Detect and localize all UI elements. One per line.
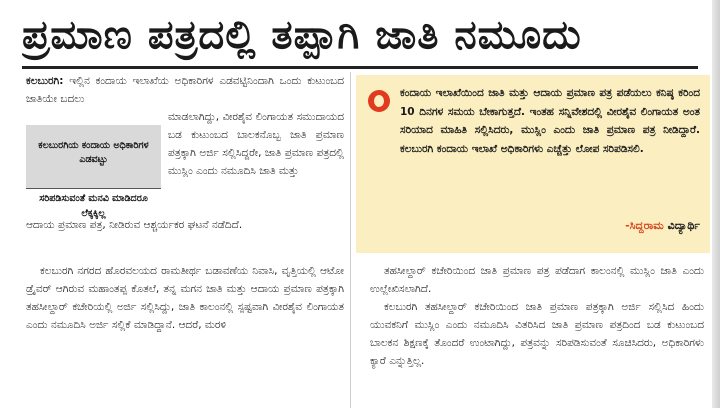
body-text: ಮಾಡಲಾಗಿದ್ದು, ವೀರಶೈವ ಲಿಂಗಾಯತ ಸಮುದಾಯದ ಬಡ ಕುಟುಂಬದ ಬಾಲಕನೊಬ್ಬ ಜಾತಿ ಪ್ರಮಾಣ ಪತ್ರಕ್ಕಾಗಿ ಅರ್ಜಿ ಸಲ್ಲಿಸಿದ್ದರೇ, ಜಾತಿ ಪ್ರಮಾಣ ಪತ್ರದಲ್ಲಿ ಮುಸ್ಲಿಂ ಎಂದು ನಮೂದಿಸಿ ಜಾತಿ ಮತ್ತು [168, 111, 344, 177]
quote-text: ಕಂದಾಯ ಇಲಾಖೆಯಿಂದ ಜಾತಿ ಮತ್ತು ಆದಾಯ ಪ್ರಮಾಣ ಪತ್ರ ಪಡೆಯಲು ಕನಿಷ್ಠ ಕರಿಂದ 10 ದಿನಗಳ ಸಮಯ ಬೇಕಾಗುತ್ತದೆ. ಇಂತಹ ಸನ್ನಿವೇಶದಲ್ಲಿ ವೀರಶೈವ ಲಿಂಗಾಯತ ಅಂತ ಸರಿಯಾದ ಮಾಹಿತಿ ಸಲ್ಲಿಸಿದರು, ಮುಸ್ಲಿಂ ಎಂದು ಜಾತಿ ಪ್ರಮಾಣ ಪತ್ರ ನೀಡಿದ್ದಾರೆ. ಕಲಬುರಗಿ ಕಂದಾಯ ಇಲಾಖೆ ಅಧಿಕಾರಿಗಳು ಎಚ್ಚೆತ್ತು ಲೋಪ ಸರಿಪಡಿಸಲಿ. [400, 87, 700, 155]
author-name: -ಸಿದ್ದರಾಮ [625, 219, 664, 232]
body-text: ಆದಾಯ ಪ್ರಮಾಣ ಪತ್ರ, ನೀಡಿರುವ ಆಶ್ಚರ್ಯಕರ ಘಟನೆ ನಡೆದಿದೆ. [26, 219, 243, 231]
sidebar-title: ಕಲಬುರಗಿಯ ಕಂದಾಯ ಅಧಿಕಾರಿಗಳ ಎಡವಟ್ಟು [38, 140, 149, 165]
headline: ಪ್ರಮಾಣ ಪತ್ರದಲ್ಲಿ ತಪ್ಪಾಗಿ ಜಾತಿ ನಮೂದು [22, 12, 582, 58]
body-text: ಕಲಬುರಗಿ ತಹಸೀಲ್ದಾರ್ ಕಚೇರಿಯಿಂದ ಜಾತಿ ಪ್ರಮಾಣ ಪತ್ರಕ್ಕಾಗಿ ಅರ್ಜಿ ಸಲ್ಲಿಸಿದ ಹಿಂದು ಯುವಕನಿಗೆ ಮುಸ್ಲಿಂ ಎಂದು ನಮೂದಿಸಿ ವಿತರಿಸಿದ ಜಾತಿ ಪ್ರಮಾಣ ಪತ್ರದಿಂದ ಬಡ ಕುಟುಂಬದ ಬಾಲಕನ ಶಿಕ್ಷಣಕ್ಕೆ ತೊಂದರೆ ಉಂಟಾಗಿದ್ದು, ಪತ್ರವನ್ನು ಸರಿಪಡಿಸುವಂತೆ ಸೂಚಿಸಿದರು, ಅಧಿಕಾರಿಗಳು ಕ್ಯಾರೆ ಎನ್ನುತ್ತಿಲ್ಲ. [370, 301, 704, 367]
sidebar-subtitle: ಸರಿಪಡಿಸುವಂತೆ ಮನವಿ ಮಾಡಿದರೂ ಲೆಕ್ಕಕ್ಕಿಲ್ಲ [39, 193, 148, 219]
article-paragraph-1b [168, 108, 344, 180]
quote-author [540, 219, 700, 233]
author-role: ವಿದ್ಯಾರ್ಥಿ [667, 219, 700, 232]
article-paragraph-2 [26, 262, 344, 334]
body-text: ಕಲಬುರಗಿ ನಗರದ ಹೊರವಲಯದ ರಾಮತೀರ್ಥ ಬಡಾವಣೆಯ ನಿವಾಸಿ, ವೃತ್ತಿಯಲ್ಲಿ ಆಟೋ ಡ್ರೈವರ್ ಆಗಿರುವ ಮಹಾಂತಪ್ಪ ಕೊತಲೆ, ತನ್ನ ಮಗನ ಜಾತಿ ಮತ್ತು ಆದಾಯ ಪ್ರಮಾಣ ಪತ್ರಕ್ಕಾಗಿ ತಹಸೀಲ್ದಾರ್ ಕಚೇರಿಯಲ್ಲಿ ಅರ್ಜಿ ಸಲ್ಲಿಸಿದ್ದು, ಜಾತಿ ಕಾಲಂನಲ್ಲಿ ಸ್ಪಷ್ಟವಾಗಿ ವೀರಶೈವ ಲಿಂಗಾಯತ ಎಂದು ನಮೂದಿಸಿ ಅರ್ಜಿ ಸಲ್ಲಿಕೆ ಮಾಡಿದ್ದಾನೆ. ಆದರೆ, ಮರಳಿ [26, 265, 344, 331]
page-edge [712, 0, 720, 408]
column-divider [350, 72, 351, 408]
article-paragraph-1c [26, 216, 344, 234]
article-right-column [370, 262, 704, 370]
sidebar-divider [26, 188, 161, 189]
body-text: ತಹಸೀಲ್ದಾರ್ ಕಚೇರಿಯಿಂದ ಜಾತಿ ಪ್ರಮಾಣ ಪತ್ರ ಪಡೆದಾಗ ಕಾಲಂನಲ್ಲಿ ಮುಸ್ಲಿಂ ಜಾತಿ ಎಂದು ಉಲ್ಲೇಖಿಸಲಾಗಿದೆ. [370, 265, 704, 295]
sidebar-box [26, 125, 161, 188]
dateline: ಕಲಬುರಗಿ: [26, 75, 64, 87]
headline-rule [22, 66, 698, 69]
quote-mark-icon [368, 90, 390, 112]
lead-text: ಇಲ್ಲಿನ ಕಂದಾಯ ಇಲಾಖೆಯ ಅಧಿಕಾರಿಗಳ ಎಡವಟ್ಟಿನಿಂದಾಗಿ ಒಂದು ಕುಟುಂಬದ ಜಾತಿಯೇ ಬದಲು [26, 75, 344, 105]
article-paragraph-1a [26, 72, 344, 108]
